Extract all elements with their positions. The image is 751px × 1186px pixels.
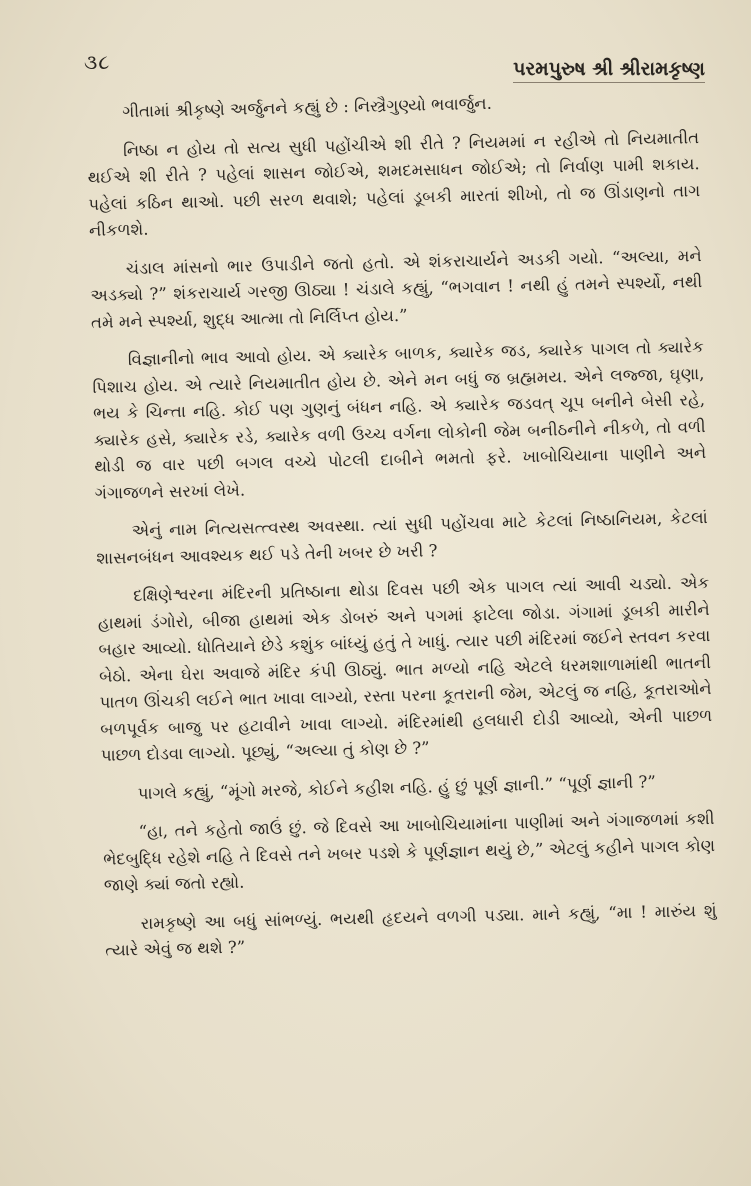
paragraph: વિજ્ઞાનીનો ભાવ આવો હોય. એ ક્યારેક બાળક, ક્યારેક જડ, ક્યારેક પાગલ તો ક્યારેક પિશાચ હોય. એ ત્યારે નિયમાતીત હોય છે. એને મન બધું જ બ્રહ્મમય. એને લજ્જા, ઘૃણા, ભય કે ચિન્તા નહિ. કોઈ પણ ગુણનું બંધન નહિ. એ ક્યારેક જડવત્ ચૂપ બનીને બેસી રહે, ક્યારેક હસે, ક્યારેક રડે, ક્યારેક વળી ઉચ્ચ વર્ગના લોકોની જેમ બનીઠનીને નીકળે, તો વળી થોડી જ વાર પછી બગલ વચ્ચે પોટલી દાબીને ભમતો ફરે. ખાબોચિયાના પાણીને અને ગંગાજળને સરખાં લેખે. <box>92 337 707 503</box>
page-number: ૩૮ <box>84 50 111 74</box>
paragraph: ચંડાલ માંસનો ભાર ઉપાડીને જતો હતો. એ શંકરાચાર્યને અડકી ગયો. “અલ્યા, મને અડક્યો ?” શંકરાચાર્ય ગરજી ઊઠ્યા ! ચંડાલે કહ્યું, “ભગવાન ! નથી હું તમને સ્પર્શ્યો, નથી તમે મને સ્પર્શ્યા, શુદ્ધ આત્મા તો નિર્લિપ્ત હોય.” <box>90 245 703 332</box>
body-text <box>86 86 718 976</box>
paragraph: એનું નામ નિત્યસત્ત્વસ્થ અવસ્થા. ત્યાં સુધી પહોંચવા માટે કેટલાં નિષ્ઠાનિયમ, કેટલાં શાસનબંધન આવશ્યક થઈ પડે તેની ખબર છે ખરી ? <box>96 508 708 568</box>
running-title: પરમપુરુષ શ્રી શ્રીરામકૃષ્ણ <box>513 58 705 83</box>
paragraph: દક્ષિણેશ્વરના મંદિરની પ્રતિષ્ઠાના થોડા દિવસ પછી એક પાગલ ત્યાં આવી ચડ્યો. એક હાથમાં ડંગોરો, બીજા હાથમાં એક ડોબરું અને પગમાં ફાટેલા જોડા. ગંગામાં ડૂબકી મારીને બહાર આવ્યો. ધોતિયાને છેડે કશુંક બાંધ્યું હતું તે ખાધું. ત્યાર પછી મંદિરમાં જઈને સ્તવન કરવા બેઠો. એના ઘેરા અવાજે મંદિર કંપી ઊઠ્યું. ભાત મળ્યો નહિ એટલે ધરમશાળામાંથી ભાતની પાતળ ઊંચકી લઈને ભાત ખાવા લાગ્યો, રસ્તા પરના કૂતરાની જેમ, એટલું જ નહિ, કૂતરાઓને બળપૂર્વક બાજુ પર હટાવીને ખાવા લાગ્યો. મંદિરમાંથી હલધારી દોડી આવ્યો, એની પાછળ પાછળ દોડવા લાગ્યો. પૂછ્યું, “અલ્યા તું કોણ છે ?” <box>97 572 713 765</box>
paragraph: રામકૃષ્ણે આ બધું સાંભળ્યું. ભયથી હૃદયને વળગી પડ્યા. માને કહ્યું, “મા ! મારુંય શું ત્યારે એવું જ થશે ?” <box>105 900 717 960</box>
paragraph: “હા, તને કહેતો જાઉં છું. જે દિવસે આ ખાબોચિયામાંના પાણીમાં અને ગંગાજળમાં કશી ભેદબુદ્ધિ રહેશે નહિ તે દિવસે તને ખબર પડશે કે પૂર્ણજ્ઞાન થયું છે,” એટલું કહીને પાગલ કોણ જાણે ક્યાં જતો રહ્યો. <box>103 808 716 895</box>
paragraph: નિષ્ઠા ન હોય તો સત્ય સુધી પહોંચીએ શી રીતે ? નિયમમાં ન રહીએ તો નિયમાતીત થઈએ શી રીતે ? પહેલાં શાસન જોઈએ, શમદમસાધન જોઈએ; તો નિર્વાણ પામી શકાય. પહેલાં કઠિન થાઓ. પછી સરળ થવાશે; પહેલાં ડૂબકી મારતાં શીખો, તો જ ઊંડાણનો તાગ નીકળશે. <box>87 127 701 240</box>
paragraph: પાગલે કહ્યું, “મૂંગો મરજે, કોઈને કહીશ નહિ. હું છું પૂર્ણ જ્ઞાની.” “પૂર્ણ જ્ઞાની ?” <box>137 771 656 803</box>
paragraph: ગીતામાં શ્રીકૃષ્ણે અર્જુનને કહ્યું છે : નિસ્ત્રૈગુણ્યો ભવાર્જુન. <box>122 93 493 122</box>
